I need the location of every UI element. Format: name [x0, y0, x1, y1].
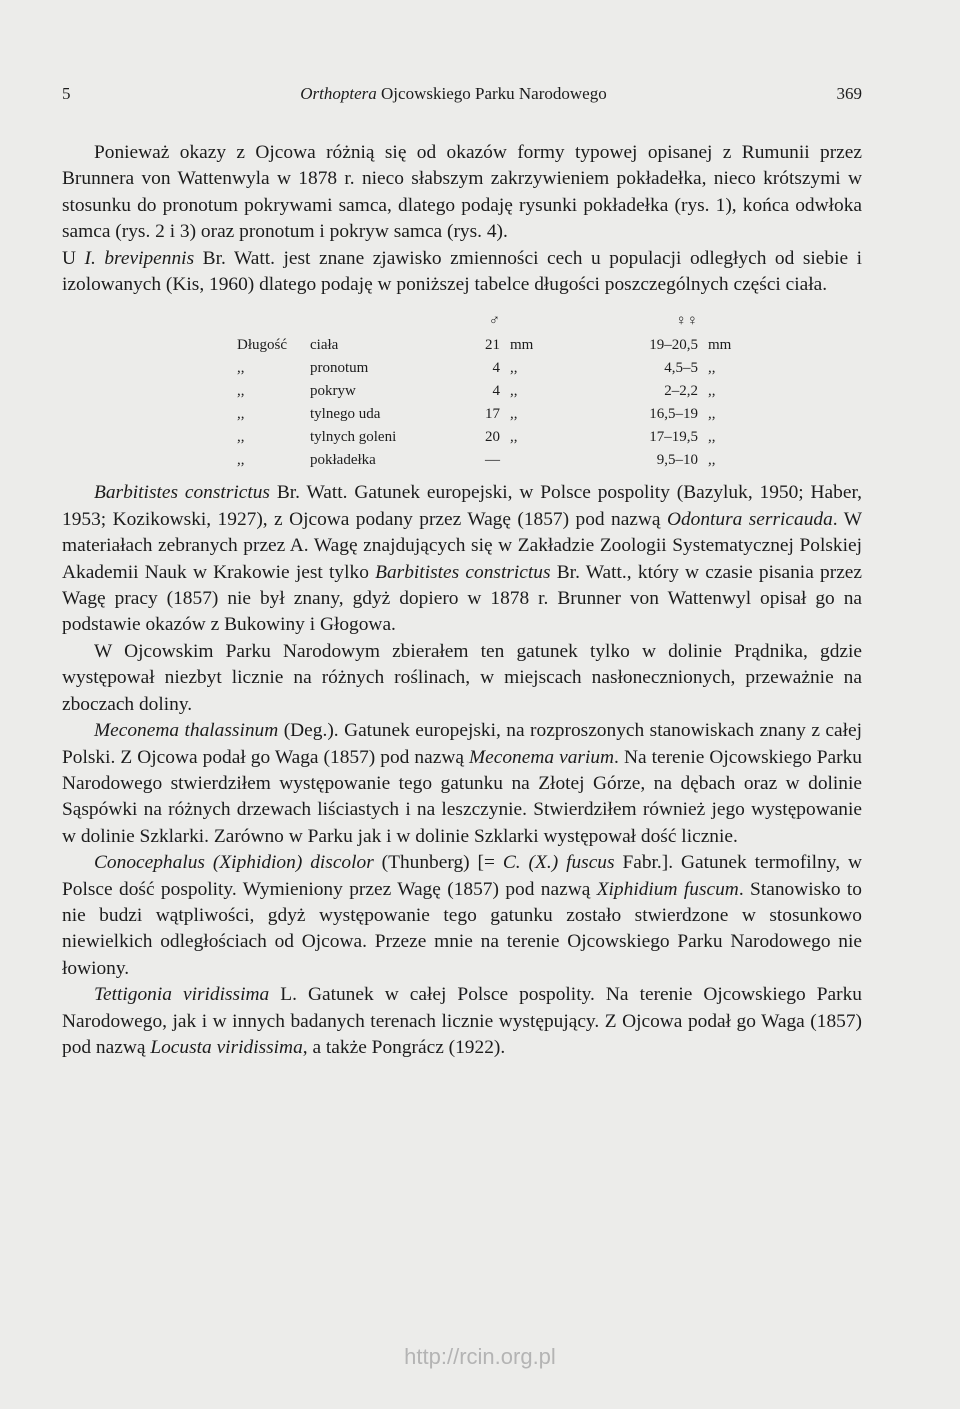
paragraph-4: W Ojcowskim Parku Narodowym zbierałem ten gatunek tylko w dolinie Prądnika, gdzie występował niezbyt licznie na różnych roślinach, w miejscach nasłonecznionych, przeważnie na zboczach doliny. — [62, 640, 862, 715]
male-unit: ,, — [510, 360, 518, 377]
table-row — [62, 426, 862, 448]
watermark-url: http://rcin.org.pl — [404, 1344, 556, 1369]
female-symbol: ♀♀ — [675, 313, 698, 330]
table-row — [62, 403, 862, 425]
male-value: 4 — [492, 383, 500, 400]
page-number-left: 5 — [62, 84, 71, 103]
male-value: 4 — [492, 360, 500, 377]
row-name: tylnego uda — [310, 406, 381, 423]
table-row — [62, 449, 862, 471]
paragraph-1: Ponieważ okazy z Ojcowa różnią się od okazów formy typowej opisanej z Rumunii przez Brunnera von Wattenwyla w 1878 r. nieco słabszym zakrzywieniem pokładełka, nieco krótszymi w stosunku do pronotum pokrywami samca, dlatego podaję rysunki pokładełka (rys. 1), końca odwłoka samca (rys. 2 i 3) oraz pronotum i pokryw samca (rys. 4). — [62, 142, 862, 243]
male-value: — — [485, 452, 500, 469]
female-unit: ,, — [708, 406, 716, 423]
row-label: ,, — [237, 360, 245, 377]
paragraph-2 — [62, 246, 862, 299]
female-unit: ,, — [708, 360, 716, 377]
text-run: , a także Pongrácz (1922). — [302, 1036, 506, 1058]
row-label: ,, — [237, 429, 245, 446]
synonym-name: Meconema varium — [469, 746, 615, 768]
female-value: 17–19,5 — [649, 429, 698, 446]
text-run: . W materiałach zebranych przez A. Wagę znajdujących się w Zakładzie Zoologii Systematycznej Polskiej Akademii Nauk w Krakowie jest tylko — [62, 508, 863, 583]
table-header-row — [62, 310, 862, 332]
female-unit: ,, — [708, 452, 716, 469]
row-name: pokładełka — [310, 452, 376, 469]
female-unit: ,, — [708, 383, 716, 400]
male-unit: ,, — [510, 383, 518, 400]
row-label: ,, — [237, 406, 245, 423]
row-name: pokryw — [310, 383, 356, 400]
row-label: ,, — [237, 452, 245, 469]
p2-lead: U — [62, 247, 85, 269]
page-number-right: 369 — [836, 84, 862, 103]
male-value: 20 — [485, 429, 500, 446]
paragraph-5 — [62, 718, 862, 850]
row-name: ciała — [310, 337, 339, 354]
paragraph-3 — [62, 480, 862, 638]
synonym-name: Locusta viridissima — [150, 1036, 303, 1058]
female-unit: mm — [708, 337, 732, 354]
text-run: . Stanowisko to nie budzi wątpliwości, gdyż występowanie tego gatunku zostało stwierdzone w stosunkowo niewielkich odległościach od Ojcowa. Przeze mnie na terenie Ojcowskiego Parku Narodowego nie łowiony. — [62, 878, 863, 979]
table-row — [62, 334, 862, 356]
text-run: . Na terenie Ojcowskiego Parku Narodowego stwierdziłem występowanie tego gatunku na Złotej Górze, na dębach oraz w dolinie Sąspówki na różnych drzewach liściastych i na leszczynie. Stwierdziłem również jego występowanie w dolinie Szklarki. Zarówno w Parku jak i w dolinie Szklarki występował dość licznie. — [62, 746, 863, 847]
female-value: 16,5–19 — [649, 406, 698, 423]
species-name: I. brevipennis — [84, 247, 195, 269]
male-unit: mm — [510, 337, 534, 354]
text-run: (Deg.). Gatunek europejski, na rozproszonych stanowiskach znany z całej Polski. Z Ojcowa podał go Waga (1857) pod nazwą — [62, 720, 862, 768]
paragraph-6 — [62, 850, 862, 982]
synonym-name: Odontura serricauda — [666, 508, 833, 530]
female-value: 4,5–5 — [664, 360, 698, 377]
species-name: Barbitistes constrictus — [375, 561, 551, 583]
row-label: Długość — [237, 337, 287, 354]
text-run: Fabr.]. Gatunek termofilny, w Polsce dość pospolity. Wymieniony przez Wagę (1857) pod nazwą — [62, 852, 862, 900]
species-name: Tettigonia viridissima — [94, 984, 270, 1006]
running-title-rest: Ojcowskiego Parku Narodowego — [376, 84, 607, 103]
species-name: Meconema thalassinum — [94, 720, 279, 742]
synonym-name: C. (X.) fuscus — [502, 852, 615, 874]
table-row — [62, 357, 862, 379]
female-unit: ,, — [708, 429, 716, 446]
species-name: Conocephalus — [94, 852, 205, 874]
row-name: pronotum — [310, 360, 369, 377]
running-header — [62, 84, 862, 104]
male-unit: ,, — [510, 406, 518, 423]
measurement-table — [62, 308, 862, 468]
body-text — [62, 140, 862, 1061]
table-row — [62, 380, 862, 402]
row-name: tylnych goleni — [310, 429, 397, 446]
row-label: ,, — [237, 383, 245, 400]
synonym-name: Xiphidium fuscum — [596, 878, 739, 900]
text-run: Br. Watt. Gatunek europejski, w Polsce pospolity (Bazyluk, 1950; Haber, 1953; Kozikowski, 1927), z Ojcowa podany przez Wagę (1857) pod nazwą — [62, 482, 862, 530]
text-run: (Thunberg) [= — [373, 852, 503, 874]
male-value: 17 — [485, 406, 500, 423]
species-name: Barbitistes constrictus — [94, 482, 270, 504]
female-value: 2–2,2 — [664, 383, 698, 400]
male-value: 21 — [485, 337, 500, 354]
subgenus-name: (Xiphidion) discolor — [212, 852, 374, 874]
p2-author: Br. Watt. — [194, 247, 275, 269]
female-value: 9,5–10 — [656, 452, 698, 469]
male-unit: ,, — [510, 429, 518, 446]
male-symbol: ♂ — [488, 313, 500, 330]
text-run: L. Gatunek w całej Polsce pospolity. Na terenie Ojcowskiego Parku Narodowego, jak i w innych badanych terenach licznie występujący. Z Ojcowa podał go Waga (1857) pod nazwą — [62, 984, 862, 1058]
p2-rest: jest znane zjawisko zmienności cech u populacji odległych od siebie i izolowanych (Kis, 1960) dlatego podaję w poniższej tabelce długości poszczególnych części ciała. — [62, 247, 862, 296]
running-title-italic: Orthoptera — [300, 84, 377, 103]
female-value: 19–20,5 — [649, 337, 698, 354]
running-title — [300, 84, 606, 104]
text-run: Br. Watt., który w czasie pisania przez Wagę pracy (1857) nie był znany, gdyż dopiero w 1878 r. Brunner von Wattenwyl opisał go na podstawie okazów z Bukowiny i Głogowa. — [62, 561, 863, 636]
paragraph-7 — [62, 982, 862, 1061]
